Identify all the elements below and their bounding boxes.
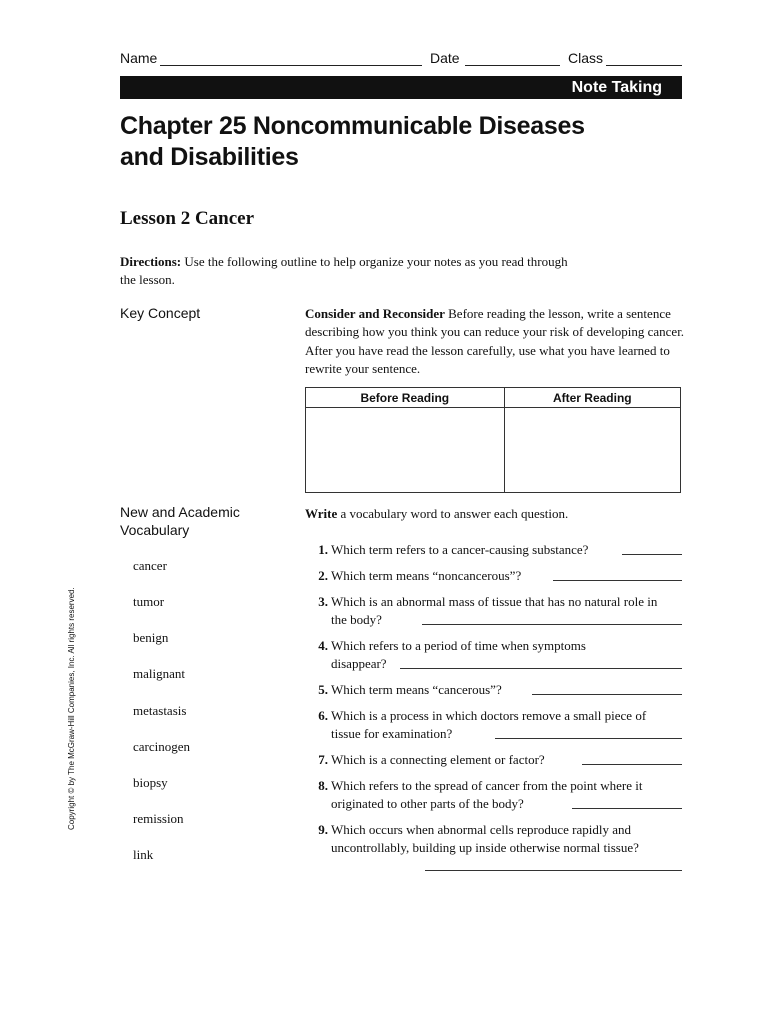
write-label: Write [305, 506, 338, 521]
date-label: Date [430, 50, 460, 66]
question-item [310, 707, 682, 743]
vocab-word: remission [133, 811, 184, 826]
question-number: 7. [318, 752, 328, 767]
date-field-line[interactable] [465, 65, 560, 66]
question-item [310, 777, 682, 813]
note-taking-label: Note Taking [571, 79, 662, 96]
directions-label: Directions: [120, 254, 182, 269]
question-item [310, 751, 682, 769]
question-item [310, 541, 682, 559]
question-item [310, 637, 682, 673]
question-text: Which refers to a period of time when symptoms disappear? [331, 638, 586, 671]
consider-label: Consider and Reconsider [305, 306, 445, 321]
question-item [310, 567, 682, 585]
header-fields [120, 50, 682, 68]
question-item [310, 821, 682, 857]
consider-reconsider [305, 305, 685, 379]
question-number: 6. [318, 708, 328, 723]
question-number: 8. [318, 778, 328, 793]
class-field-line[interactable] [606, 65, 682, 66]
key-concept-label: Key Concept [120, 305, 201, 321]
write-text: a vocabulary word to answer each question. [337, 506, 569, 521]
vocab-word: biopsy [133, 775, 168, 790]
question-number: 4. [318, 638, 328, 653]
answer-line[interactable] [582, 764, 682, 765]
note-taking-banner [120, 76, 682, 99]
before-reading-cell[interactable] [306, 408, 505, 493]
vocab-word: metastasis [133, 703, 187, 718]
chapter-title-line1: Chapter 25 Noncommunicable Diseases [120, 112, 585, 140]
directions [120, 253, 570, 289]
name-field-line[interactable] [160, 65, 422, 66]
question-number: 1. [318, 542, 328, 557]
question-text: Which is an abnormal mass of tissue that has no natural role in the body? [331, 594, 658, 627]
question-text: Which is a process in which doctors remove a small piece of tissue for examination? [331, 708, 647, 741]
question-text: Which occurs when abnormal cells reproduce rapidly and uncontrollably, building up inside otherwise normal tissue? [331, 822, 639, 855]
vocab-word: carcinogen [133, 739, 191, 754]
vocab-word: cancer [133, 558, 167, 573]
vocab-heading [120, 503, 280, 539]
consider-text: Before reading the lesson, write a sentence describing how you think you can reduce your risk of developing cancer. After you have read the lesson carefully, use what you have learned to rewrite your sentence. [305, 306, 685, 377]
vocab-heading-line1: New and Academic [120, 504, 240, 520]
question-number: 9. [318, 822, 328, 837]
answer-line[interactable] [495, 738, 682, 739]
before-reading-header: Before Reading [306, 388, 505, 408]
question-number: 5. [318, 682, 328, 697]
lesson-title: Lesson 2 Cancer [120, 208, 255, 229]
answer-line[interactable] [553, 580, 682, 581]
question-text: Which refers to the spread of cancer from the point where it originated to other parts of the body? [331, 778, 643, 811]
after-reading-cell[interactable] [504, 408, 680, 493]
question-number: 3. [318, 594, 328, 609]
vocab-word: tumor [133, 594, 165, 609]
answer-line[interactable] [400, 668, 682, 669]
after-reading-header: After Reading [504, 388, 680, 408]
copyright-notice: Copyright © by The McGraw-Hill Companies, Inc. All rights reserved. [67, 587, 76, 830]
reading-table [305, 387, 681, 493]
class-label: Class [568, 50, 604, 66]
question-text: Which term means “cancerous”? [331, 682, 502, 697]
question-item [310, 681, 682, 699]
question-number: 2. [318, 568, 328, 583]
question-text: Which is a connecting element or factor? [331, 752, 545, 767]
chapter-title-line2: and Disabilities [120, 143, 299, 171]
chapter-title [120, 111, 680, 173]
directions-text: Use the following outline to help organize your notes as you read through the lesson. [120, 254, 568, 287]
question-item [310, 593, 682, 629]
answer-line[interactable] [425, 870, 682, 871]
question-text: Which term means “noncancerous”? [331, 568, 522, 583]
vocab-word: malignant [133, 666, 185, 681]
answer-line[interactable] [572, 808, 682, 809]
question-text: Which term refers to a cancer-causing substance? [331, 542, 589, 557]
vocab-word: link [133, 847, 154, 862]
vocab-heading-line2: Vocabulary [120, 522, 190, 538]
write-instruction [305, 506, 568, 522]
answer-line[interactable] [532, 694, 682, 695]
vocab-word: benign [133, 630, 169, 645]
name-label: Name [120, 50, 158, 66]
answer-line[interactable] [422, 624, 682, 625]
answer-line[interactable] [622, 554, 682, 555]
